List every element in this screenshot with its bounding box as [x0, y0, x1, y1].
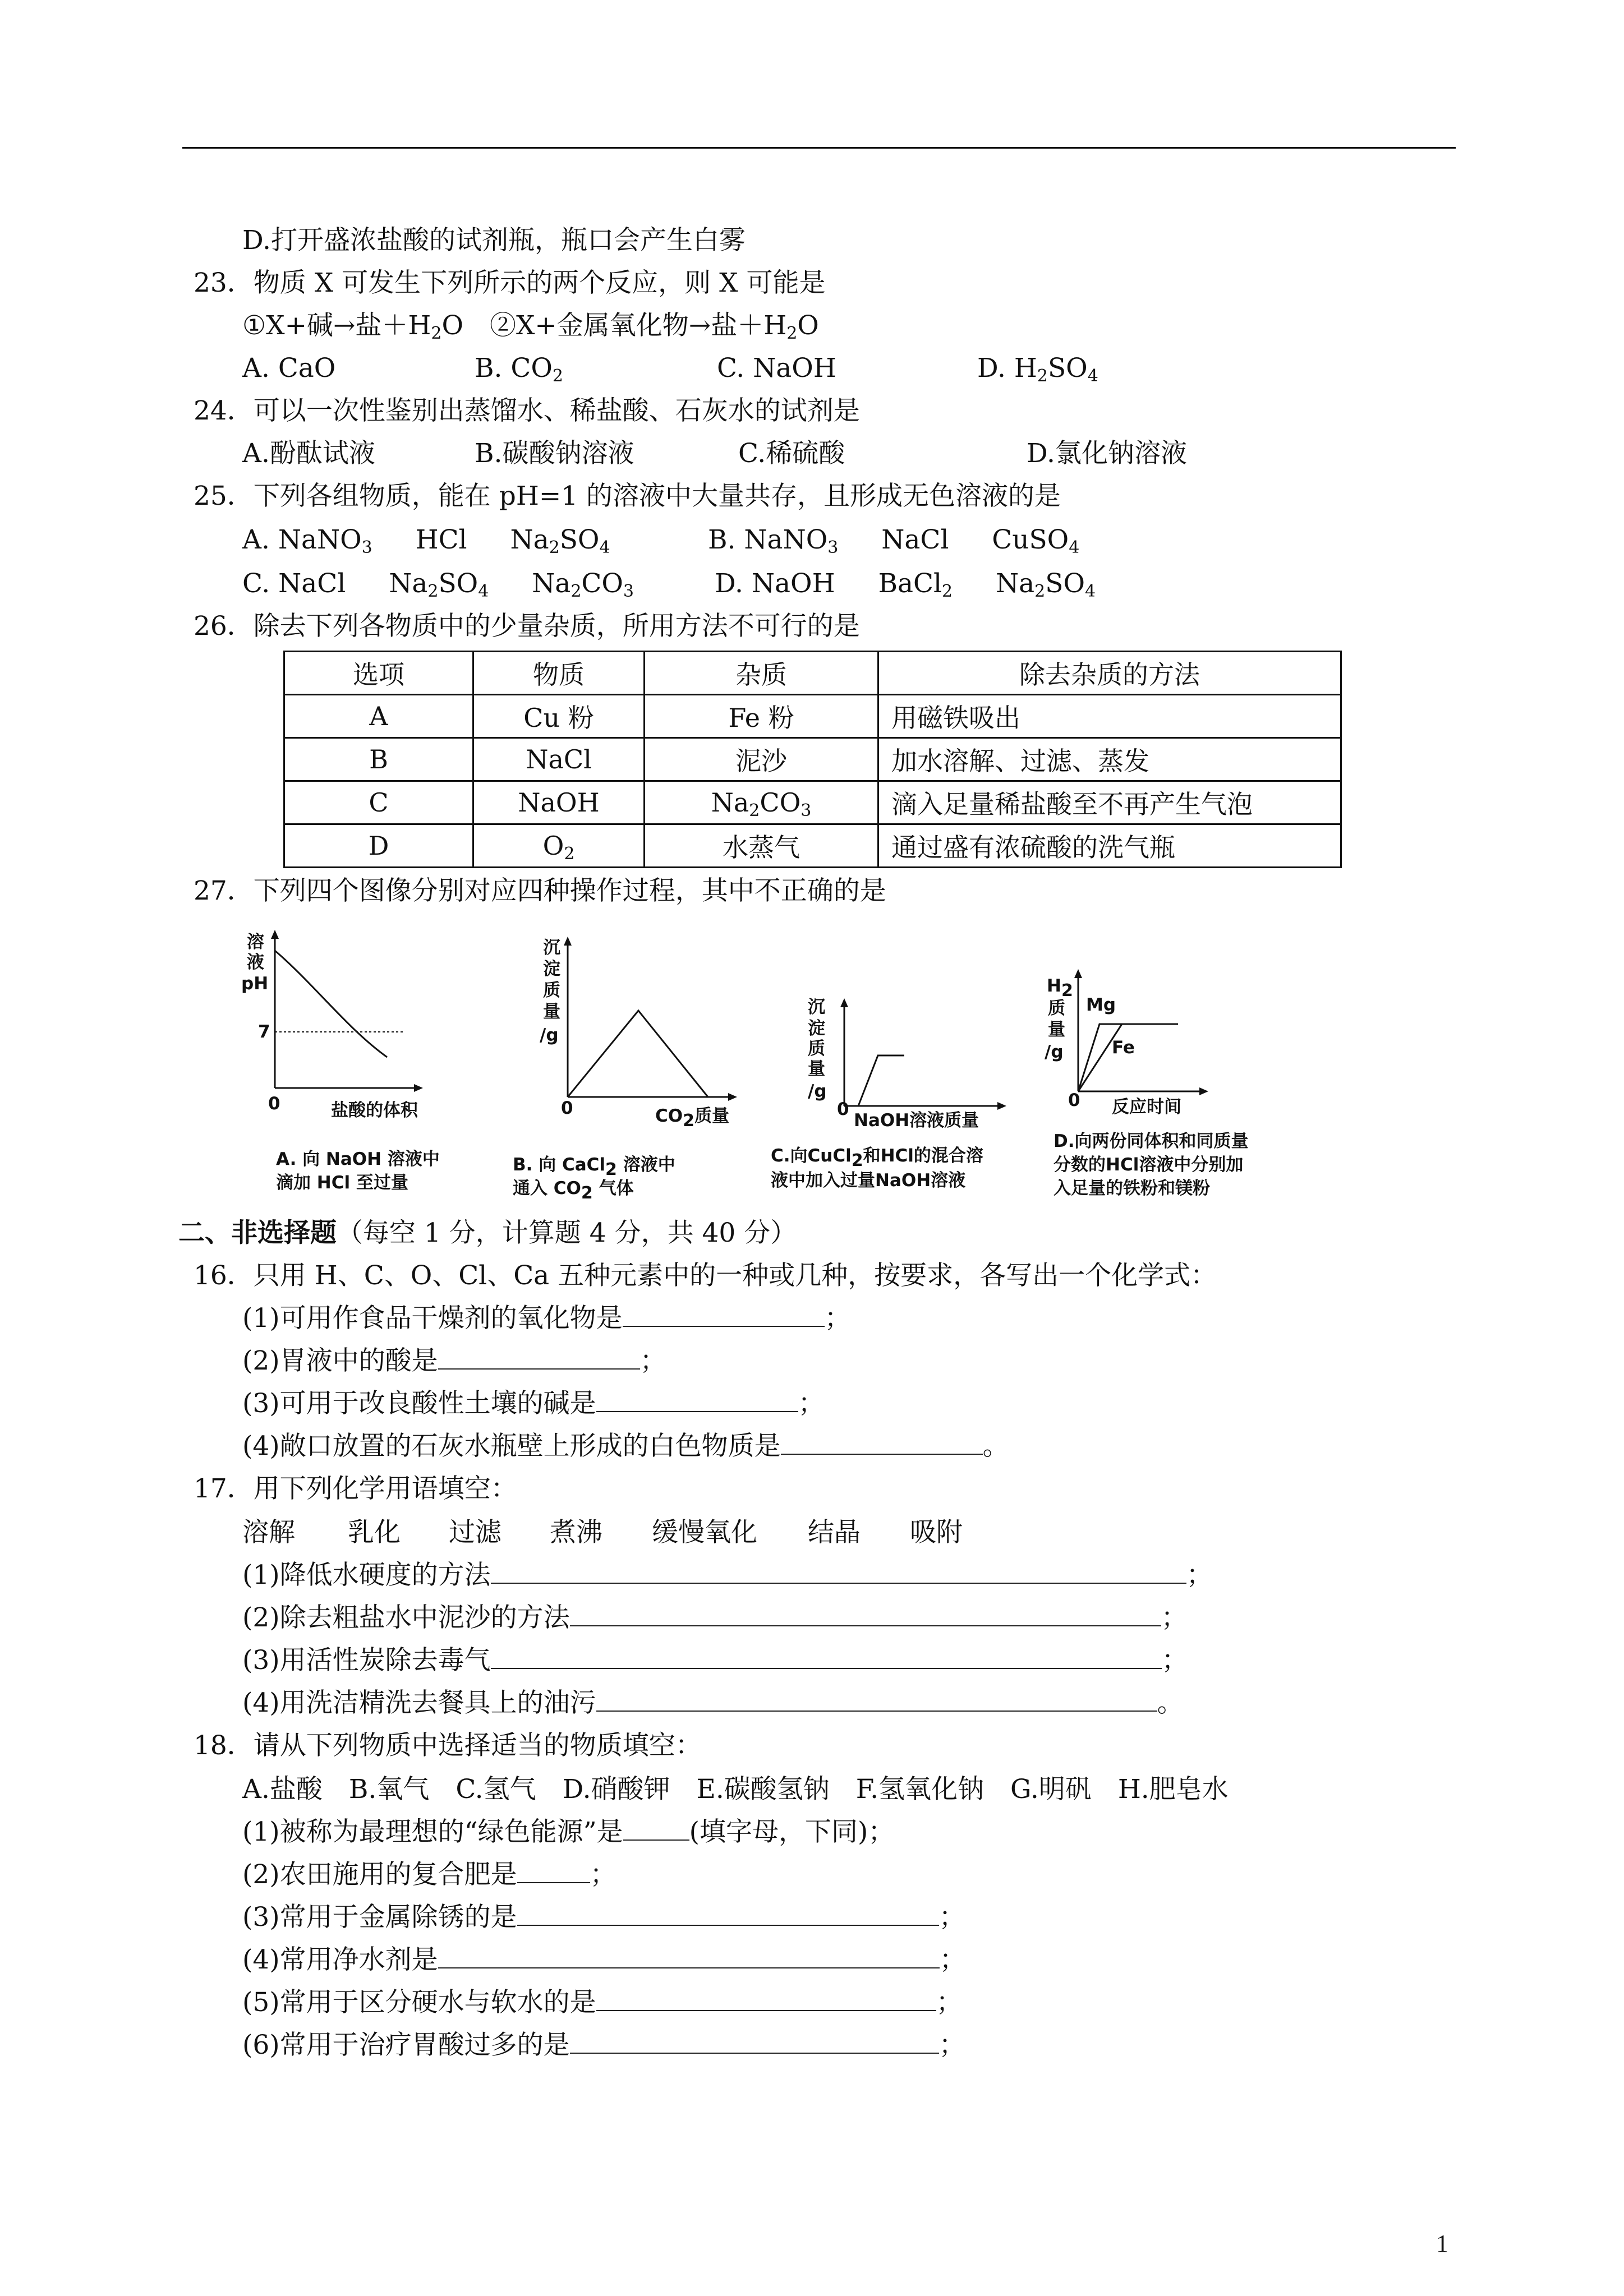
- q17-item-2: (2)除去粗盐水中泥沙的方法 ；: [242, 1598, 1188, 1638]
- q26-table: [283, 651, 1342, 868]
- graph-d-caption-1: D.向两份同体积和同质量: [1053, 1131, 1249, 1151]
- q17-word: 结晶: [808, 1517, 861, 1548]
- answer-blank[interactable]: [438, 1942, 940, 1968]
- table-cell: 泥沙: [645, 738, 878, 781]
- header-cell: 选项: [284, 652, 473, 695]
- q17-item-3: (3)用活性炭除去毒气 ；: [242, 1641, 1188, 1680]
- graph-d-zero: 0: [1068, 1090, 1080, 1110]
- answer-blank[interactable]: [570, 1599, 1161, 1626]
- q18-item-5: (5)常用于区分硬水与软水的是 ；: [242, 1983, 963, 2022]
- q26-stem: 26．除去下列各物质中的少量杂质，所用方法不可行的是: [194, 611, 860, 642]
- graph-c-y1: 沉: [808, 997, 825, 1017]
- table-cell: Cu 粉: [473, 695, 645, 738]
- q17-stem: 17．用下列化学用语填空：: [194, 1473, 517, 1504]
- answer-blank[interactable]: [517, 1899, 939, 1926]
- q24-option-c: C.稀硫酸: [738, 438, 845, 469]
- table-cell: $Na_2CO_3$: [645, 781, 878, 824]
- q24-stem: 24．可以一次性鉴别出蒸馏水、稀盐酸、石灰水的试剂是: [194, 395, 860, 426]
- page-number: 1: [1436, 2230, 1448, 2257]
- q24-option-b: B.碳酸钠溶液: [475, 438, 634, 469]
- graph-a-caption-1: A. 向 NaOH 溶液中: [276, 1149, 440, 1169]
- q25-option-c: C. NaCl $Na_2SO_4$ $Na_2CO_3$: [242, 568, 634, 601]
- q25-option-a: A. NaNO$_3$ HCl $Na_2SO_4$: [242, 524, 610, 557]
- header-rule: [182, 147, 1456, 149]
- q25-option-d: D. NaOH BaCl$_2$ $Na_2SO_4$: [715, 568, 1096, 601]
- q16-item-1: (1)可用作食品干燥剂的氧化物是 ；: [242, 1299, 851, 1338]
- q23-option-d: D. $H_2SO_4$: [977, 353, 1098, 386]
- graph-b-caption-2: 通入 $CO_2$ 气体: [513, 1178, 634, 1203]
- table-cell: $O_2$: [473, 824, 645, 868]
- graph-b-y3: 质: [543, 980, 560, 1001]
- q16-stem: 16．只用 H、C、O、Cl、Ca 五种元素中的一种或几种，按要求，各写出一个化学式：: [194, 1260, 1217, 1291]
- q16-item-3: (3)可用于改良酸性土壤的碱是 ；: [242, 1384, 825, 1423]
- graph-b-zero: 0: [561, 1098, 573, 1118]
- q17-word: 缓慢氧化: [652, 1517, 757, 1548]
- answer-blank[interactable]: [623, 1300, 825, 1327]
- graph-d-y1: $H_2$: [1047, 976, 1073, 1001]
- table-cell: D: [284, 824, 473, 868]
- q17-item-4: (4)用洗洁精洗去餐具上的油污 。: [242, 1684, 1184, 1723]
- answer-blank[interactable]: [438, 1343, 640, 1370]
- section-2-heading: 二、非选择题（每空 1 分，计算题 4 分，共 40 分）: [178, 1218, 797, 1248]
- q23-option-c: C. NaOH: [717, 353, 836, 384]
- header-cell: 除去杂质的方法: [878, 652, 1341, 695]
- graph-d-caption-3: 入足量的铁粉和镁粉: [1053, 1178, 1210, 1198]
- answer-blank[interactable]: [491, 1642, 1162, 1669]
- answer-blank[interactable]: [623, 1814, 689, 1841]
- graph-b-y1: 沉: [543, 938, 560, 958]
- graph-a-y1: 溶: [247, 932, 264, 952]
- header-cell: 杂质: [645, 652, 878, 695]
- graph-b-y4: 量: [543, 1002, 560, 1022]
- q18-item-3: (3)常用于金属除锈的是 ；: [242, 1898, 965, 1937]
- graph-d-y3: 量: [1048, 1020, 1065, 1040]
- table-cell: B: [284, 738, 473, 781]
- graph-c-caption-1: C.向CuCl$_2$和HCl的混合溶: [771, 1146, 983, 1170]
- q16-item-2: (2)胃液中的酸是 ；: [242, 1341, 666, 1381]
- graph-c-y3: 质: [808, 1039, 825, 1059]
- q27-stem: 27．下列四个图像分别对应四种操作过程，其中不正确的是: [194, 875, 886, 906]
- q16-item-4: (4)敞口放置的石灰水瓶壁上形成的白色物质是 。: [242, 1427, 1009, 1466]
- table-cell: NaOH: [473, 781, 645, 824]
- q23-option-b: B. $CO_2$: [475, 353, 564, 386]
- answer-blank[interactable]: [517, 1856, 590, 1883]
- table-cell: 加水溶解、过滤、蒸发: [878, 738, 1341, 781]
- q17-word: 乳化: [348, 1517, 401, 1548]
- graph-d-fe-label: Fe: [1112, 1038, 1135, 1058]
- answer-blank[interactable]: [596, 1685, 1157, 1712]
- answer-blank[interactable]: [781, 1428, 983, 1455]
- q18-item-4: (4)常用净水剂是 ；: [242, 1940, 966, 1980]
- q24-option-a: A.酚酞试液: [242, 438, 375, 469]
- graph-a-y2: 液: [247, 952, 264, 972]
- q23-stem: 23．物质 X 可发生下列所示的两个反应，则 X 可能是: [194, 268, 826, 298]
- table-cell: A: [284, 695, 473, 738]
- graph-c-caption-2: 液中加入过量NaOH溶液: [771, 1170, 966, 1191]
- q17-word: 过滤: [449, 1517, 502, 1548]
- q25-stem: 25．下列各组物质，能在 pH=1 的溶液中大量共存，且形成无色溶液的是: [194, 481, 1061, 511]
- q22-option-d: D.打开盛浓盐酸的试剂瓶，瓶口会产生白雾: [242, 225, 746, 256]
- table-row: [284, 695, 1341, 738]
- graph-c-xlabel: NaOH溶液质量: [854, 1110, 979, 1131]
- table-row: [284, 824, 1341, 868]
- q17-item-1: (1)降低水硬度的方法 ；: [242, 1556, 1213, 1595]
- graph-c-y2: 淀: [808, 1018, 825, 1039]
- graph-c-y5: /g: [808, 1081, 827, 1101]
- q17-word: 溶解: [242, 1517, 295, 1548]
- graph-d-y2: 质: [1048, 998, 1065, 1018]
- graph-a-xlabel: 盐酸的体积: [331, 1100, 418, 1121]
- q18-options: A.盐酸 B.氧气 C.氢气 D.硝酸钾 E.碳酸氢钠 F.氢氧化钠 G.明矾 H.肥皂水: [242, 1774, 1229, 1805]
- q18-item-1: (1)被称为最理想的“绿色能源”是 (填字母，下同)；: [242, 1813, 894, 1852]
- graph-b-y5: /g: [540, 1025, 559, 1045]
- graph-a-y3: pH: [241, 974, 269, 994]
- q25-option-b: B. NaNO$_3$ NaCl CuSO$_4$: [708, 524, 1080, 557]
- graph-c-zero: 0: [837, 1099, 849, 1119]
- table-cell: 通过盛有浓硫酸的洗气瓶: [878, 824, 1341, 868]
- answer-blank[interactable]: [491, 1557, 1186, 1584]
- graph-c-y4: 量: [808, 1059, 825, 1079]
- graph-b-xlabel: $CO_2$质量: [655, 1106, 729, 1131]
- graph-d-mg-label: Mg: [1086, 995, 1116, 1015]
- graph-a-zero: 0: [268, 1094, 280, 1114]
- table-cell: C: [284, 781, 473, 824]
- table-cell: 滴入足量稀盐酸至不再产生气泡: [878, 781, 1341, 824]
- table-cell: 用磁铁吸出: [878, 695, 1341, 738]
- graph-a-caption-2: 滴加 HCl 至过量: [276, 1173, 408, 1193]
- graph-a-seven: 7: [258, 1022, 270, 1042]
- table-cell: 水蒸气: [645, 824, 878, 868]
- q23-option-a: A. CaO: [242, 353, 336, 384]
- answer-blank[interactable]: [570, 2027, 939, 2054]
- q17-word: 吸附: [910, 1517, 963, 1548]
- q24-option-d: D.氯化钠溶液: [1027, 438, 1187, 469]
- graph-d-y4: /g: [1045, 1042, 1064, 1062]
- q18-item-2: (2)农田施用的复合肥是 ；: [242, 1855, 617, 1894]
- table-row: [284, 781, 1341, 824]
- answer-blank[interactable]: [596, 1984, 936, 2011]
- header-cell: 物质: [473, 652, 645, 695]
- q17-word: 煮沸: [550, 1517, 602, 1548]
- graph-d-xlabel: 反应时间: [1112, 1097, 1181, 1117]
- graph-b-caption-1: B. 向 CaCl$_2$ 溶液中: [513, 1155, 675, 1179]
- q23-reactions: ①X+碱→盐$+H_2O$ ②X+金属氧化物→盐$+H_2O$: [242, 310, 819, 343]
- q18-stem: 18．请从下列物质中选择适当的物质填空：: [194, 1730, 702, 1761]
- graph-b-y2: 淀: [543, 959, 560, 979]
- table-cell: Fe 粉: [645, 695, 878, 738]
- table-cell: NaCl: [473, 738, 645, 781]
- table-row: [284, 738, 1341, 781]
- answer-blank[interactable]: [596, 1385, 798, 1412]
- graph-d-caption-2: 分数的HCl溶液中分别加: [1053, 1155, 1244, 1175]
- q18-item-6: (6)常用于治疗胃酸过多的是 ；: [242, 2026, 965, 2065]
- table-header-row: [284, 652, 1341, 695]
